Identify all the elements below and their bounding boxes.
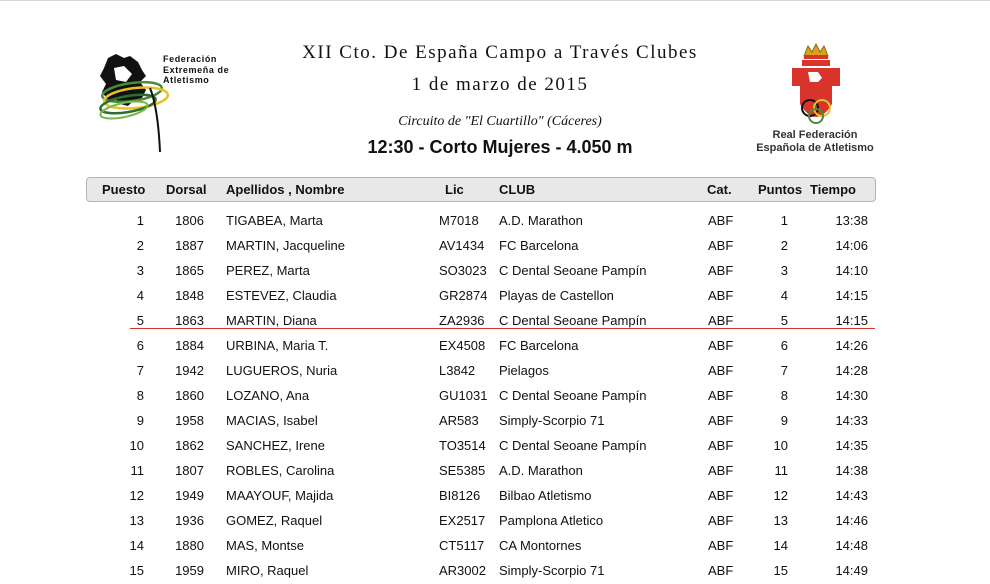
bib-cell: 1863 [175,313,204,328]
table-row [0,309,990,334]
club-cell: Playas de Castellon [499,288,614,303]
athlete-name-cell: ROBLES, Carolina [226,463,335,478]
position-cell: 3 [136,263,144,278]
athlete-name-cell: ESTEVEZ, Claudia [226,288,337,303]
rfea-crown-shield-logo-icon [788,42,844,130]
position-cell: 10 [129,438,144,453]
club-cell: Pielagos [499,363,549,378]
time-cell: 14:49 [835,563,868,578]
bib-cell: 1884 [175,338,204,353]
column-header-tiempo: Tiempo [810,182,856,197]
bib-cell: 1949 [175,488,204,503]
bib-cell: 1860 [175,388,204,403]
license-cell: GU1031 [439,388,488,403]
table-row [0,209,990,234]
category-cell: ABF [708,388,734,403]
athlete-name-cell: MACIAS, Isabel [226,413,318,428]
bib-cell: 1848 [175,288,204,303]
points-cell: 1 [780,213,788,228]
race-heading: 12:30 - Corto Mujeres - 4.050 m [367,137,633,157]
category-cell: ABF [708,213,734,228]
time-cell: 14:10 [835,263,868,278]
club-cell: Pamplona Atletico [499,513,604,528]
time-cell: 14:15 [835,313,868,328]
category-cell: ABF [708,463,734,478]
time-cell: 14:43 [835,488,868,503]
athlete-name-cell: MIRO, Raquel [226,563,309,578]
athlete-name-cell: URBINA, Maria T. [226,338,329,353]
position-cell: 7 [136,363,144,378]
club-cell: C Dental Seoane Pampín [499,313,647,328]
table-row [0,559,990,584]
points-cell: 5 [780,313,788,328]
category-cell: ABF [708,238,734,253]
table-row [0,409,990,434]
points-cell: 7 [780,363,788,378]
points-cell: 6 [780,338,788,353]
license-cell: M7018 [439,213,479,228]
license-cell: AR583 [439,413,479,428]
column-header-dorsal: Dorsal [166,182,207,197]
athlete-name-cell: PEREZ, Marta [226,263,310,278]
club-cell: Simply-Scorpio 71 [499,563,605,578]
table-row [0,484,990,509]
license-cell: TO3514 [439,438,486,453]
category-cell: ABF [708,538,734,553]
bib-cell: 1880 [175,538,204,553]
position-cell: 13 [129,513,144,528]
points-cell: 14 [773,538,788,553]
license-cell: GR2874 [439,288,488,303]
club-cell: FC Barcelona [499,338,579,353]
table-row [0,384,990,409]
table-row [0,534,990,559]
bib-cell: 1862 [175,438,204,453]
athlete-name-cell: MARTIN, Diana [226,313,317,328]
category-cell: ABF [708,338,734,353]
rfea-line1: Real Federación [772,129,858,141]
position-cell: 8 [136,388,144,403]
athlete-name-cell: SANCHEZ, Irene [226,438,325,453]
time-cell: 14:15 [835,288,868,303]
bib-cell: 1807 [175,463,204,478]
club-cell: A.D. Marathon [499,213,583,228]
column-header-puntos: Puntos [758,182,803,197]
category-cell: ABF [708,563,734,578]
bib-cell: 1887 [175,238,204,253]
license-cell: ZA2936 [439,313,485,328]
time-cell: 14:26 [835,338,868,353]
license-cell: EX2517 [439,513,486,528]
position-cell: 4 [136,288,144,303]
column-header-puesto: Puesto [102,182,146,197]
rfea-line2: Española de Atletismo [756,142,874,154]
page-title: XII Cto. De España Campo a Través Clubes [302,42,698,63]
athlete-name-cell: MARTIN, Jacqueline [226,238,345,253]
top-border [0,0,990,1]
column-header-cat: Cat. [707,182,732,197]
position-cell: 12 [129,488,144,503]
athlete-name-cell: LOZANO, Ana [226,388,310,403]
column-header-nombre: Apellidos , Nombre [226,182,345,197]
fea-line2: Extremeña de [163,64,230,75]
category-cell: ABF [708,363,734,378]
points-cell: 10 [773,438,788,453]
points-cell: 11 [774,463,788,478]
club-cell: C Dental Seoane Pampín [499,388,647,403]
bib-cell: 1958 [175,413,204,428]
points-cell: 2 [780,238,788,253]
position-cell: 5 [136,313,144,328]
position-cell: 14 [129,538,144,553]
points-cell: 4 [780,288,788,303]
fea-line3: Atletismo [163,75,210,85]
qualification-divider [130,328,875,329]
position-cell: 11 [130,463,144,478]
club-cell: A.D. Marathon [499,463,583,478]
athlete-name-cell: MAS, Montse [226,538,305,553]
club-cell: Simply-Scorpio 71 [499,413,605,428]
club-cell: CA Montornes [499,538,582,553]
position-cell: 15 [129,563,144,578]
athlete-name-cell: MAAYOUF, Majida [226,488,334,503]
club-cell: FC Barcelona [499,238,579,253]
club-cell: C Dental Seoane Pampín [499,438,647,453]
time-cell: 14:48 [835,538,868,553]
category-cell: ABF [708,438,734,453]
category-cell: ABF [708,288,734,303]
category-cell: ABF [708,488,734,503]
table-row [0,334,990,359]
table-row [0,509,990,534]
position-cell: 1 [136,213,144,228]
license-cell: L3842 [439,363,476,378]
time-cell: 14:06 [835,238,868,253]
time-cell: 13:38 [835,213,868,228]
table-row [0,284,990,309]
points-cell: 15 [773,563,788,578]
athlete-name-cell: GOMEZ, Raquel [226,513,323,528]
position-cell: 9 [136,413,144,428]
table-row [0,459,990,484]
athlete-name-cell: TIGABEA, Marta [226,213,323,228]
time-cell: 14:46 [835,513,868,528]
points-cell: 13 [773,513,788,528]
category-cell: ABF [708,313,734,328]
club-cell: Bilbao Atletismo [499,488,592,503]
license-cell: SO3023 [439,263,487,278]
athlete-name-cell: LUGUEROS, Nuria [226,363,338,378]
event-date: 1 de marzo de 2015 [411,74,589,95]
table-row [0,234,990,259]
fea-line1: Federación [163,54,218,64]
rfea-logo-text [744,129,886,155]
table-row [0,359,990,384]
category-cell: ABF [708,263,734,278]
points-cell: 8 [780,388,788,403]
license-cell: BI8126 [439,488,481,503]
time-cell: 14:33 [835,413,868,428]
table-row [0,259,990,284]
time-cell: 14:38 [835,463,868,478]
time-cell: 14:35 [835,438,868,453]
bib-cell: 1942 [175,363,204,378]
license-cell: EX4508 [439,338,486,353]
time-cell: 14:30 [835,388,868,403]
category-cell: ABF [708,513,734,528]
position-cell: 2 [136,238,144,253]
points-cell: 12 [773,488,788,503]
license-cell: AV1434 [439,238,485,253]
position-cell: 6 [136,338,144,353]
column-header-lic: Lic [445,182,464,197]
bib-cell: 1959 [175,563,204,578]
time-cell: 14:28 [835,363,868,378]
license-cell: AR3002 [439,563,486,578]
bib-cell: 1936 [175,513,204,528]
license-cell: SE5385 [439,463,486,478]
column-header-club: CLUB [499,182,536,197]
club-cell: C Dental Seoane Pampín [499,263,647,278]
points-cell: 3 [780,263,788,278]
circuit-name: Circuito de "El Cuartillo" (Cáceres) [398,114,602,129]
table-row [0,434,990,459]
bib-cell: 1806 [175,213,204,228]
bib-cell: 1865 [175,263,204,278]
category-cell: ABF [708,413,734,428]
points-cell: 9 [780,413,788,428]
license-cell: CT5117 [439,538,485,553]
